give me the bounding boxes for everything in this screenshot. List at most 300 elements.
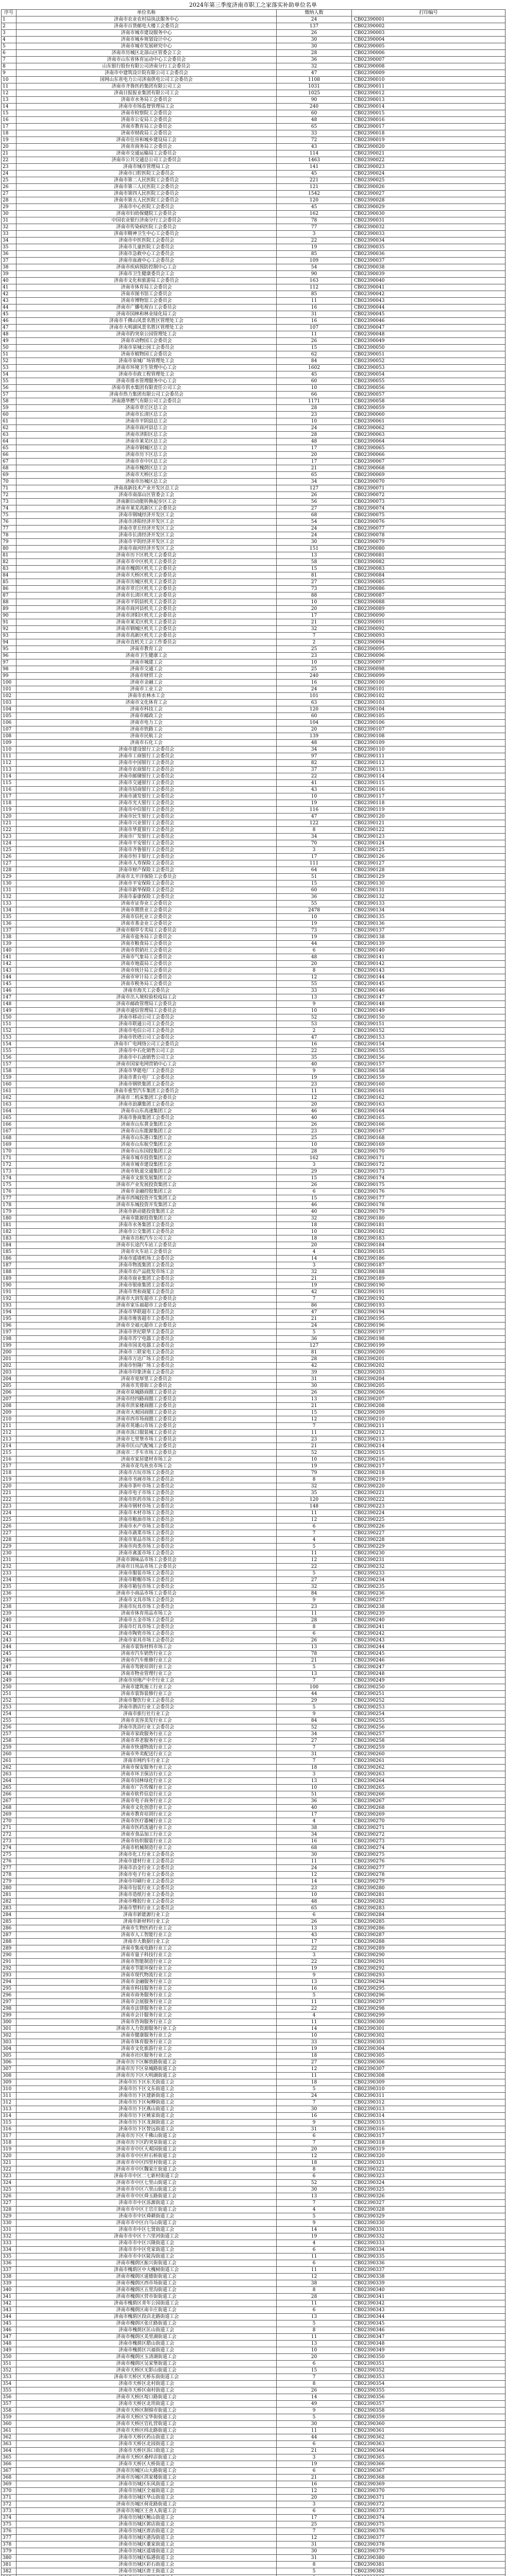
unit-name: 济南市天桥区桑梓店街道工会 [16, 2454, 277, 2461]
row-index: 126 [2, 854, 16, 860]
row-index: 283 [2, 1905, 16, 1912]
table-row [2, 1048, 505, 1055]
table-row [2, 1061, 505, 1068]
table-row [2, 1249, 505, 1256]
print-number: CB02390365 [352, 2454, 505, 2461]
row-index: 148 [2, 1001, 16, 1008]
unit-name: 济南市咨询服务行业工会 [16, 2019, 277, 2026]
member-count: 21 [277, 619, 352, 626]
member-count: 19 [277, 921, 352, 927]
unit-name: 济南市餐饮行业工会委员会 [16, 1698, 277, 1704]
unit-name: 济南市橡胶行业工会委员会 [16, 1899, 277, 1905]
print-number: CB02390260 [352, 1751, 505, 1758]
table-row [2, 2247, 505, 2253]
unit-name: 济南市书画市场工会委员会 [16, 1477, 277, 1483]
member-count: 55 [277, 981, 352, 988]
table-row [2, 2146, 505, 2153]
table-row [2, 2133, 505, 2140]
table-row [2, 1101, 505, 1108]
table-row [2, 1932, 505, 1939]
member-count: 19 [277, 244, 352, 251]
table-row [2, 16, 505, 23]
unit-name: 济南市槐荫区机关工会委员会 [16, 566, 277, 572]
member-count: 26 [277, 30, 352, 37]
row-index: 370 [2, 2488, 16, 2495]
print-number: CB02390119 [352, 807, 505, 814]
unit-name: 济南市中石化销售公司工会 [16, 1048, 277, 1055]
header-unit-name: 单位名称 [16, 10, 277, 16]
table-row [2, 981, 505, 988]
unit-name: 济南市金融工会 [16, 680, 277, 686]
unit-name: 济南市供水集团有限责任公司工会 [16, 385, 277, 392]
unit-name: 济南市天桥区宝华街街道工会 [16, 2414, 277, 2421]
table-row [2, 1684, 505, 1691]
row-index: 113 [2, 767, 16, 773]
member-count: 6 [277, 2307, 352, 2314]
member-count: 88 [277, 592, 352, 599]
row-index: 12 [2, 90, 16, 97]
row-index: 231 [2, 1557, 16, 1564]
row-index: 271 [2, 1825, 16, 1832]
table-row [2, 1671, 505, 1677]
unit-name: 济南市莱芜区机关工会委员会 [16, 619, 277, 626]
table-row [2, 740, 505, 747]
member-count: 23 [277, 1081, 352, 1088]
row-index: 343 [2, 2307, 16, 2314]
print-number: CB02390046 [352, 318, 505, 325]
unit-name: 济南市社区服务行业工会 [16, 2053, 277, 2059]
print-number: CB02390135 [352, 914, 505, 921]
row-index: 369 [2, 2481, 16, 2488]
print-number: CB02390249 [352, 1677, 505, 1684]
member-count: 17 [277, 2515, 352, 2521]
member-count: 18 [277, 2053, 352, 2059]
unit-name: 济南市城市投资集团工会 [16, 1155, 277, 1162]
member-count: 19 [277, 2046, 352, 2053]
unit-name: 济南市天桥区纬北路街道工会 [16, 2428, 277, 2434]
row-index: 33 [2, 231, 16, 238]
row-index: 278 [2, 1872, 16, 1878]
table-row [2, 1577, 505, 1584]
member-count: 240 [277, 673, 352, 680]
table-row [2, 1986, 505, 1992]
print-number: CB02390216 [352, 1456, 505, 1463]
row-index: 26 [2, 184, 16, 191]
print-number: CB02390060 [352, 412, 505, 418]
row-index: 363 [2, 2441, 16, 2448]
table-row [2, 2140, 505, 2146]
unit-name: 济南市历下区总工会 [16, 452, 277, 459]
row-index: 201 [2, 1356, 16, 1363]
print-number: CB02390106 [352, 720, 505, 726]
member-count: 10 [277, 1456, 352, 1463]
print-number: CB02390102 [352, 693, 505, 700]
table-row [2, 2294, 505, 2300]
member-count: 31 [277, 1376, 352, 1383]
member-count: 24 [277, 425, 352, 432]
row-index: 134 [2, 907, 16, 914]
row-index: 133 [2, 901, 16, 907]
print-number: CB02390098 [352, 666, 505, 673]
unit-name: 济南市槐荫区美里湖街道工会 [16, 2334, 277, 2341]
print-number: CB02390256 [352, 1724, 505, 1731]
row-index: 310 [2, 2086, 16, 2093]
row-index: 198 [2, 1336, 16, 1343]
unit-name: 济南市历下区解放路街道工会 [16, 2059, 277, 2066]
print-number: CB02390205 [352, 1383, 505, 1389]
row-index: 130 [2, 880, 16, 887]
print-number: CB02390142 [352, 961, 505, 968]
table-row [2, 1925, 505, 1932]
table-row [2, 2126, 505, 2133]
member-count: 162 [277, 1155, 352, 1162]
table-row [2, 2046, 505, 2053]
print-number: CB02390232 [352, 1564, 505, 1570]
row-index: 99 [2, 673, 16, 680]
table-row [2, 211, 505, 217]
member-count: 5 [277, 2414, 352, 2421]
row-index: 75 [2, 512, 16, 519]
table-row [2, 1544, 505, 1550]
row-index: 41 [2, 284, 16, 291]
print-number: CB02390131 [352, 887, 505, 894]
member-count: 28 [277, 1356, 352, 1363]
member-count: 79 [277, 1470, 352, 1477]
table-row [2, 30, 505, 37]
table-row [2, 2461, 505, 2468]
row-index: 178 [2, 1202, 16, 1209]
table-row [2, 639, 505, 646]
member-count: 21 [277, 2448, 352, 2454]
unit-name: 济南市莱芜高新区工会委员会 [16, 505, 277, 512]
print-number: CB02390271 [352, 1825, 505, 1832]
member-count: 85 [277, 291, 352, 298]
member-count: 10 [277, 2347, 352, 2354]
table-row [2, 586, 505, 592]
member-count: 85 [277, 251, 352, 258]
unit-name: 济南市海关工会委员会 [16, 988, 277, 994]
table-row [2, 693, 505, 700]
unit-name: 济南市槐荫区西市场街道工会 [16, 2280, 277, 2287]
print-number: CB02390168 [352, 1135, 505, 1142]
row-index: 228 [2, 1537, 16, 1544]
row-index: 137 [2, 927, 16, 934]
member-count: 26 [277, 492, 352, 499]
table-row [2, 184, 505, 191]
print-number: CB02390363 [352, 2441, 505, 2448]
print-number: CB02390133 [352, 901, 505, 907]
row-index: 307 [2, 2066, 16, 2073]
table-row [2, 726, 505, 733]
print-number: CB02390247 [352, 1664, 505, 1671]
row-index: 78 [2, 532, 16, 539]
member-count: 97 [277, 753, 352, 760]
print-number: CB02390028 [352, 197, 505, 204]
print-number: CB02390149 [352, 1008, 505, 1014]
print-number: CB02390032 [352, 224, 505, 231]
table-row [2, 1215, 505, 1222]
table-row [2, 1135, 505, 1142]
row-index: 207 [2, 1396, 16, 1403]
table-row [2, 1892, 505, 1899]
print-number: CB02390202 [352, 1363, 505, 1369]
print-number: CB02390327 [352, 2200, 505, 2207]
row-index: 373 [2, 2508, 16, 2515]
unit-name: 济南市招商银行工会委员会 [16, 787, 277, 793]
member-count: 44 [277, 941, 352, 947]
unit-name: 济南市工业工会 [16, 686, 277, 693]
table-row [2, 1798, 505, 1805]
row-index: 62 [2, 425, 16, 432]
member-count: 10 [277, 385, 352, 392]
print-number: CB02390342 [352, 2300, 505, 2307]
table-row [2, 894, 505, 901]
row-index: 324 [2, 2180, 16, 2187]
table-row [2, 2053, 505, 2059]
table-row [2, 2454, 505, 2461]
row-index: 273 [2, 1838, 16, 1845]
print-number: CB02390329 [352, 2213, 505, 2220]
unit-name: 济南市中石油销售公司工会 [16, 1055, 277, 1061]
print-number: CB02390334 [352, 2247, 505, 2253]
unit-name: 济南市钢铁集团工会委员会 [16, 1081, 277, 1088]
print-number: CB02390189 [352, 1276, 505, 1282]
unit-name: 济南市历城区洪家楼街道工会 [16, 2475, 277, 2481]
row-index: 263 [2, 1771, 16, 1778]
row-index: 218 [2, 1470, 16, 1477]
print-number: CB02390136 [352, 921, 505, 927]
member-count: 10 [277, 599, 352, 606]
row-index: 121 [2, 820, 16, 827]
unit-name: 济南市遥墙机场工会委员会 [16, 1256, 277, 1262]
row-index: 317 [2, 2133, 16, 2140]
row-index: 86 [2, 586, 16, 592]
member-count: 22 [277, 773, 352, 780]
table-row [2, 465, 505, 472]
table-row [2, 1289, 505, 1296]
print-number: CB02390296 [352, 1992, 505, 1999]
table-row [2, 311, 505, 318]
print-number: CB02390076 [352, 519, 505, 526]
table-row [2, 1175, 505, 1182]
row-index: 302 [2, 2032, 16, 2039]
table-row [2, 2508, 505, 2515]
row-index: 338 [2, 2274, 16, 2280]
print-number: CB02390166 [352, 1122, 505, 1128]
print-number: CB02390130 [352, 880, 505, 887]
row-index: 309 [2, 2079, 16, 2086]
row-index: 294 [2, 1979, 16, 1986]
row-index: 257 [2, 1731, 16, 1738]
print-number: CB02390125 [352, 847, 505, 854]
member-count: 9 [277, 2120, 352, 2126]
unit-name: 济南市第二人民医院工会委员会 [16, 177, 277, 184]
print-number: CB02390003 [352, 30, 505, 37]
table-row [2, 1939, 505, 1945]
member-count: 10 [277, 1229, 352, 1235]
member-count: 10 [277, 1142, 352, 1148]
member-count: 13 [277, 1644, 352, 1651]
row-index: 89 [2, 606, 16, 613]
row-index: 51 [2, 351, 16, 358]
member-count: 11 [277, 2300, 352, 2307]
member-count: 30 [277, 539, 352, 546]
unit-name: 济南市环卫保洁行业工会 [16, 1771, 277, 1778]
row-index: 193 [2, 1302, 16, 1309]
member-count: 11 [277, 2267, 352, 2274]
row-index: 382 [2, 2568, 16, 2575]
table-row [2, 1517, 505, 1523]
row-index: 115 [2, 780, 16, 787]
table-row [2, 197, 505, 204]
member-count: 17 [277, 445, 352, 452]
row-index: 114 [2, 773, 16, 780]
unit-name: 济南市钢城经济开发区工会 [16, 512, 277, 519]
member-count: 13 [277, 994, 352, 1001]
print-number: CB02390070 [352, 479, 505, 485]
row-index: 157 [2, 1061, 16, 1068]
row-index: 247 [2, 1664, 16, 1671]
unit-name: 济南市陶瓷市场工会委员会 [16, 1631, 277, 1637]
print-number: CB02390021 [352, 150, 505, 157]
unit-name: 济南市房地产中介行业工会 [16, 1677, 277, 1684]
print-number: CB02390214 [352, 1443, 505, 1450]
print-number: CB02390230 [352, 1550, 505, 1557]
member-count: 2 [277, 1028, 352, 1035]
member-count: 30 [277, 1852, 352, 1858]
row-index: 169 [2, 1142, 16, 1148]
member-count: 8 [277, 2166, 352, 2173]
unit-name: 济南市齐鲁医药集团有限公司工会 [16, 83, 277, 90]
member-count: 13 [277, 2314, 352, 2320]
row-index: 161 [2, 1088, 16, 1095]
member-count: 70 [277, 840, 352, 847]
row-index: 290 [2, 1952, 16, 1959]
unit-name: 济南市天桥区机关工会委员会 [16, 572, 277, 579]
row-index: 264 [2, 1778, 16, 1785]
member-count: 25 [277, 2521, 352, 2528]
unit-name: 济南市天桥区北坦街道工会 [16, 2401, 277, 2408]
print-number: CB02390176 [352, 1189, 505, 1195]
table-row [2, 2548, 505, 2555]
unit-name: 济南市科技工会 [16, 706, 277, 713]
print-number: CB02390292 [352, 1965, 505, 1972]
table-row [2, 2387, 505, 2394]
unit-name: 济南市广告传媒行业工会 [16, 1785, 277, 1791]
row-index: 325 [2, 2187, 16, 2193]
member-count: 24 [277, 2093, 352, 2099]
print-number: CB02390058 [352, 398, 505, 405]
unit-name: 济南市泺口服装城工会委员会 [16, 1430, 277, 1436]
unit-name: 济南市历下区建新街道工会 [16, 2093, 277, 2099]
unit-name: 济南市天桥区堤口路街道工会 [16, 2394, 277, 2401]
table-row [2, 2475, 505, 2481]
table-row [2, 271, 505, 278]
print-number: CB02390161 [352, 1088, 505, 1095]
unit-name: 济南市钢城区机关工会委员会 [16, 626, 277, 633]
row-index: 299 [2, 2012, 16, 2019]
row-index: 267 [2, 1798, 16, 1805]
print-number: CB02390315 [352, 2120, 505, 2126]
unit-name: 济南市历下区甸柳街道工会 [16, 2099, 277, 2106]
unit-name: 济南市历城区董家街道工会 [16, 2541, 277, 2548]
member-count: 73 [277, 927, 352, 934]
print-number: CB02390190 [352, 1282, 505, 1289]
row-index: 63 [2, 432, 16, 438]
member-count: 104 [277, 720, 352, 726]
member-count: 1108 [277, 77, 352, 83]
row-index: 76 [2, 519, 16, 526]
print-number: CB02390082 [352, 559, 505, 566]
row-index: 213 [2, 1436, 16, 1443]
table-row [2, 1945, 505, 1952]
table-row [2, 405, 505, 412]
member-count: 51 [277, 874, 352, 880]
row-index: 286 [2, 1925, 16, 1932]
member-count: 11 [277, 2073, 352, 2079]
unit-name: 济南市新材料行业工会 [16, 1919, 277, 1925]
table-row [2, 1818, 505, 1825]
table-row [2, 2334, 505, 2341]
member-count: 6 [277, 2133, 352, 2140]
row-index: 372 [2, 2501, 16, 2508]
print-number: CB02390185 [352, 1249, 505, 1256]
table-row [2, 1698, 505, 1704]
table-row [2, 1028, 505, 1035]
print-number: CB02390270 [352, 1818, 505, 1825]
unit-name: 济南市二手车市场工会委员会 [16, 1450, 277, 1456]
table-row [2, 2300, 505, 2307]
unit-name: 济南市黄台电厂工会委员会 [16, 1075, 277, 1081]
print-number: CB02390072 [352, 492, 505, 499]
member-count: 47 [277, 70, 352, 77]
print-number: CB02390373 [352, 2508, 505, 2515]
unit-name: 济南市百货邮电大楼工会委员会 [16, 23, 277, 30]
row-index: 30 [2, 211, 16, 217]
unit-name: 济南新旧动能转换起步区工会 [16, 499, 277, 505]
print-number: CB02390116 [352, 787, 505, 793]
member-count: 62 [277, 351, 352, 358]
unit-name: 济南市商河县总工会 [16, 425, 277, 432]
print-number: CB02390287 [352, 1932, 505, 1939]
row-index: 141 [2, 954, 16, 961]
member-count: 60 [277, 110, 352, 117]
unit-name: 济南市热力集团有限公司工会委员会 [16, 392, 277, 398]
member-count: 45 [277, 171, 352, 177]
table-row [2, 2448, 505, 2454]
print-number: CB02390141 [352, 954, 505, 961]
print-number: CB02390049 [352, 338, 505, 345]
row-index: 332 [2, 2233, 16, 2240]
unit-name: 济南日报报业集团有限公司工会 [16, 90, 277, 97]
print-number: CB02390242 [352, 1631, 505, 1637]
unit-name: 济南市交通工会 [16, 666, 277, 673]
unit-name: 济南市国家电网营销中心工会 [16, 1061, 277, 1068]
row-index: 258 [2, 1738, 16, 1744]
unit-name: 济南市玩具市场工会委员会 [16, 1604, 277, 1611]
unit-name: 济南市集成电路行业工会 [16, 1945, 277, 1952]
unit-name: 济南市济阳经济开发区工会 [16, 519, 277, 526]
unit-name: 济南市长清区机关工会委员会 [16, 592, 277, 599]
member-count: 12 [277, 1416, 352, 1423]
member-count: 8 [277, 2562, 352, 2568]
row-index: 31 [2, 217, 16, 224]
member-count: 48 [277, 740, 352, 747]
unit-name: 济南市商务局工会委员会 [16, 144, 277, 150]
unit-name: 济南市气象局工会委员会 [16, 954, 277, 961]
unit-name: 济南市槐荫区道德街街道工会 [16, 2274, 277, 2280]
member-count: 16 [277, 2481, 352, 2488]
